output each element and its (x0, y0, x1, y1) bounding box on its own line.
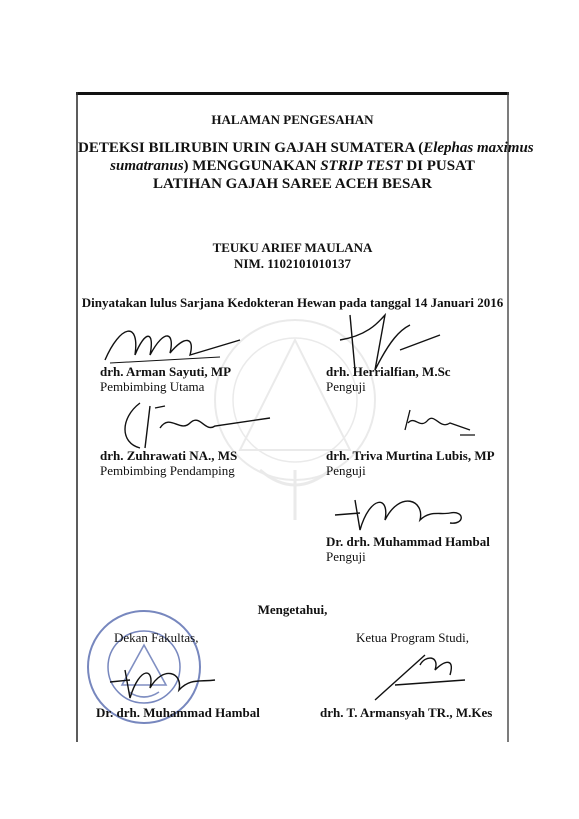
signatory-1-name: drh. Arman Sayuti, MP (100, 364, 232, 379)
signature-zuhrawati (110, 398, 280, 453)
program-head-name: drh. T. Armansyah TR., M.Kes (320, 705, 493, 720)
author-nim: NIM. 1102101010137 (234, 256, 351, 271)
signature-triva (400, 405, 480, 440)
thesis-title-line-2: sumatranus) MENGGUNAKAN STRIP TEST DI PUSAT (110, 158, 475, 174)
scan-border-left (76, 92, 78, 742)
page-heading: HALAMAN PENGESAHAN (211, 112, 374, 127)
scan-border-top (76, 92, 509, 95)
signatory-1-role: Pembimbing Utama (100, 379, 205, 394)
signatory-4-name: drh. Triva Murtina Lubis, MP (326, 448, 495, 463)
program-head-title: Ketua Program Studi, (356, 630, 470, 645)
signatory-3-role: Pembimbing Pendamping (100, 463, 235, 478)
signature-hambal-penguji (330, 485, 470, 540)
scan-border-right (507, 92, 509, 742)
signatory-2-role: Penguji (326, 379, 366, 394)
signature-hambal-dean (105, 660, 225, 705)
signatory-2-name: drh. Herrialfian, M.Sc (326, 364, 451, 379)
signatory-5-name: Dr. drh. Muhammad Hambal (326, 534, 490, 549)
signature-armansyah (365, 650, 475, 705)
thesis-title-line-1: DETEKSI BILIRUBIN URIN GAJAH SUMATERA (Elephas maximus (78, 140, 534, 156)
dean-name: Dr. drh. Muhammad Hambal (96, 705, 260, 720)
dean-title: Dekan Fakultas, (114, 630, 199, 645)
thesis-title-line-3: LATIHAN GAJAH SAREE ACEH BESAR (153, 176, 432, 192)
signatory-3-name: drh. Zuhrawati NA., MS (100, 448, 238, 463)
signatory-4-role: Penguji (326, 463, 366, 478)
signatory-5-role: Penguji (326, 549, 366, 564)
author-name: TEUKU ARIEF MAULANA (212, 240, 373, 255)
acknowledgement-label: Mengetahui, (257, 602, 328, 617)
graduation-declaration: Dinyatakan lulus Sarjana Kedokteran Hewan pada tanggal 14 Januari 2016 (81, 295, 504, 310)
signature-arman (100, 315, 250, 370)
